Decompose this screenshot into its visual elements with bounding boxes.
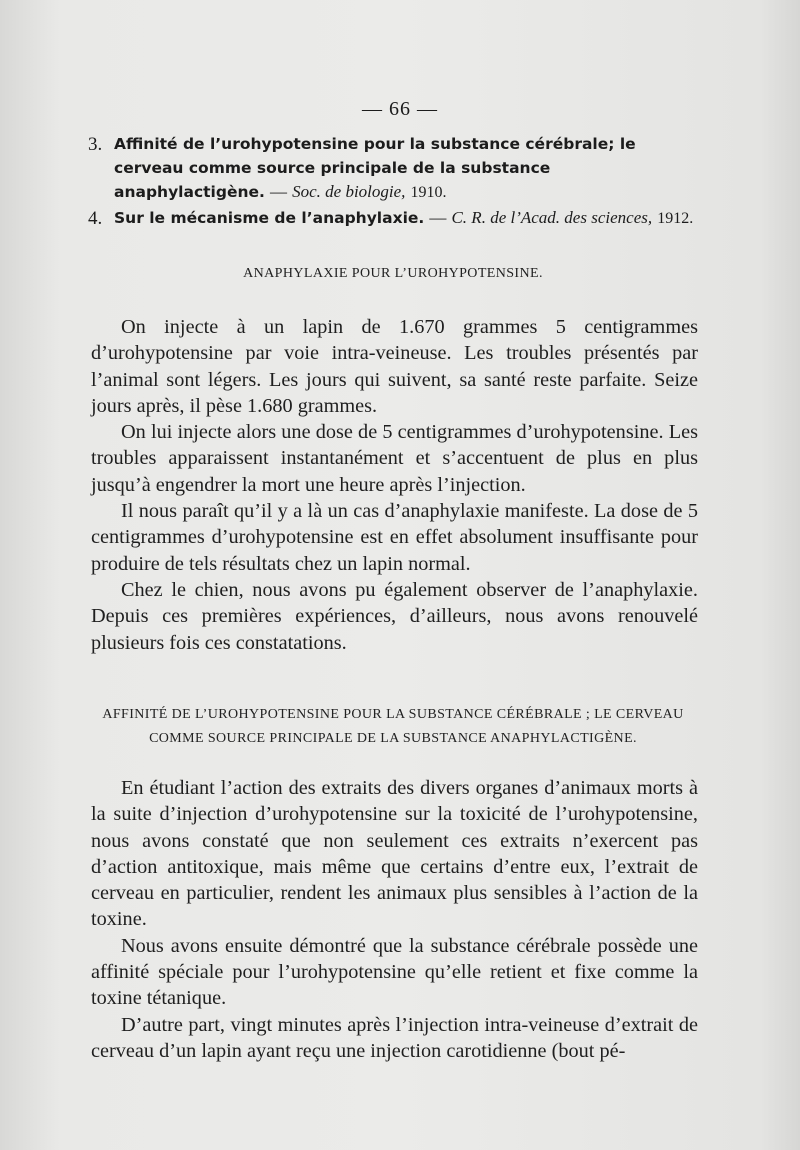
reference-year: 1912. — [657, 210, 694, 227]
reference-number: 3. — [88, 134, 103, 155]
paragraph: On injecte à un lapin de 1.670 grammes 5 centigrammes d’urohypotensine par voie intra-veineuse. Les troubles présentés par l’animal sont légers. Les jours qui suivent, sa santé reste parfaite. Seize jours après, il pèse 1.680 grammes. — [91, 316, 698, 417]
reference-source: Soc. de biologie, — [292, 182, 406, 201]
paragraph: On lui injecte alors une dose de 5 centigrammes d’urohypotensine. Les troubles apparaissent instantanément et s’accentuent de plus en plus jusqu’à engendrer la mort une heure après l’injection. — [91, 421, 698, 496]
reference-title: Sur le mécanisme de l’anaphylaxie. — [114, 209, 425, 227]
reference-separator: — — [429, 208, 447, 227]
reference-text — [114, 132, 698, 204]
paragraph: Chez le chien, nous avons pu également observer de l’anaphylaxie. Depuis ces premières expériences, d’ailleurs, nous avons renouvelé plusieurs fois ces constatations. — [91, 578, 698, 654]
reference-item — [88, 132, 698, 204]
paragraph: D’autre part, vingt minutes après l’injection intra-veineuse d’extrait de cerveau d’un lapin ayant reçu une injection carotidienne (bout pé- — [91, 1013, 698, 1062]
page-number: — 66 — — [362, 98, 438, 120]
section-title-line: COMME SOURCE PRINCIPALE DE LA SUBSTANCE ANAPHYLACTIGÈNE. — [149, 731, 637, 746]
reference-list — [88, 132, 698, 231]
reference-title: Affinité de l’urohypotensine pour la substance cérébrale; le cerveau comme source principale de la substance anaphylactigène. — [114, 135, 636, 201]
paragraph: Nous avons ensuite démontré que la substance cérébrale possède une affinité spéciale pour l’urohypotensine qu’elle retient et fixe comme la toxine tétanique. — [91, 934, 698, 1010]
paragraph: En étudiant l’action des extraits des divers organes d’animaux morts à la suite d’injection d’urohypotensine sur la toxicité de l’urohypotensine, nous avons constaté que non seulement ces extraits n’exercent pas d’action antitoxique, mais même que certains d’entre eux, l’extrait de cerveau en particulier, rendent les animaux plus sensibles à l’action de la toxine. — [91, 777, 698, 931]
section-title — [88, 703, 698, 751]
section-title: ANAPHYLAXIE POUR L’UROHYPOTENSINE. — [243, 266, 543, 281]
reference-source: C. R. de l’Acad. des sciences, — [451, 208, 653, 227]
section-title-line: AFFINITÉ DE L’UROHYPOTENSINE POUR LA SUBSTANCE CÉRÉBRALE ; LE CERVEAU — [102, 707, 684, 722]
reference-separator: — — [270, 182, 288, 201]
reference-number: 4. — [88, 208, 103, 229]
section-body — [91, 314, 698, 656]
reference-text — [114, 206, 698, 230]
reference-year: 1910. — [410, 184, 447, 201]
section-body — [91, 775, 698, 1064]
reference-item — [88, 206, 698, 231]
paragraph: Il nous paraît qu’il y a là un cas d’anaphylaxie manifeste. La dose de 5 centigrammes d’urohypotensine est en effet absolument insuffisante pour produire de tels résultats chez un lapin normal. — [91, 500, 698, 575]
